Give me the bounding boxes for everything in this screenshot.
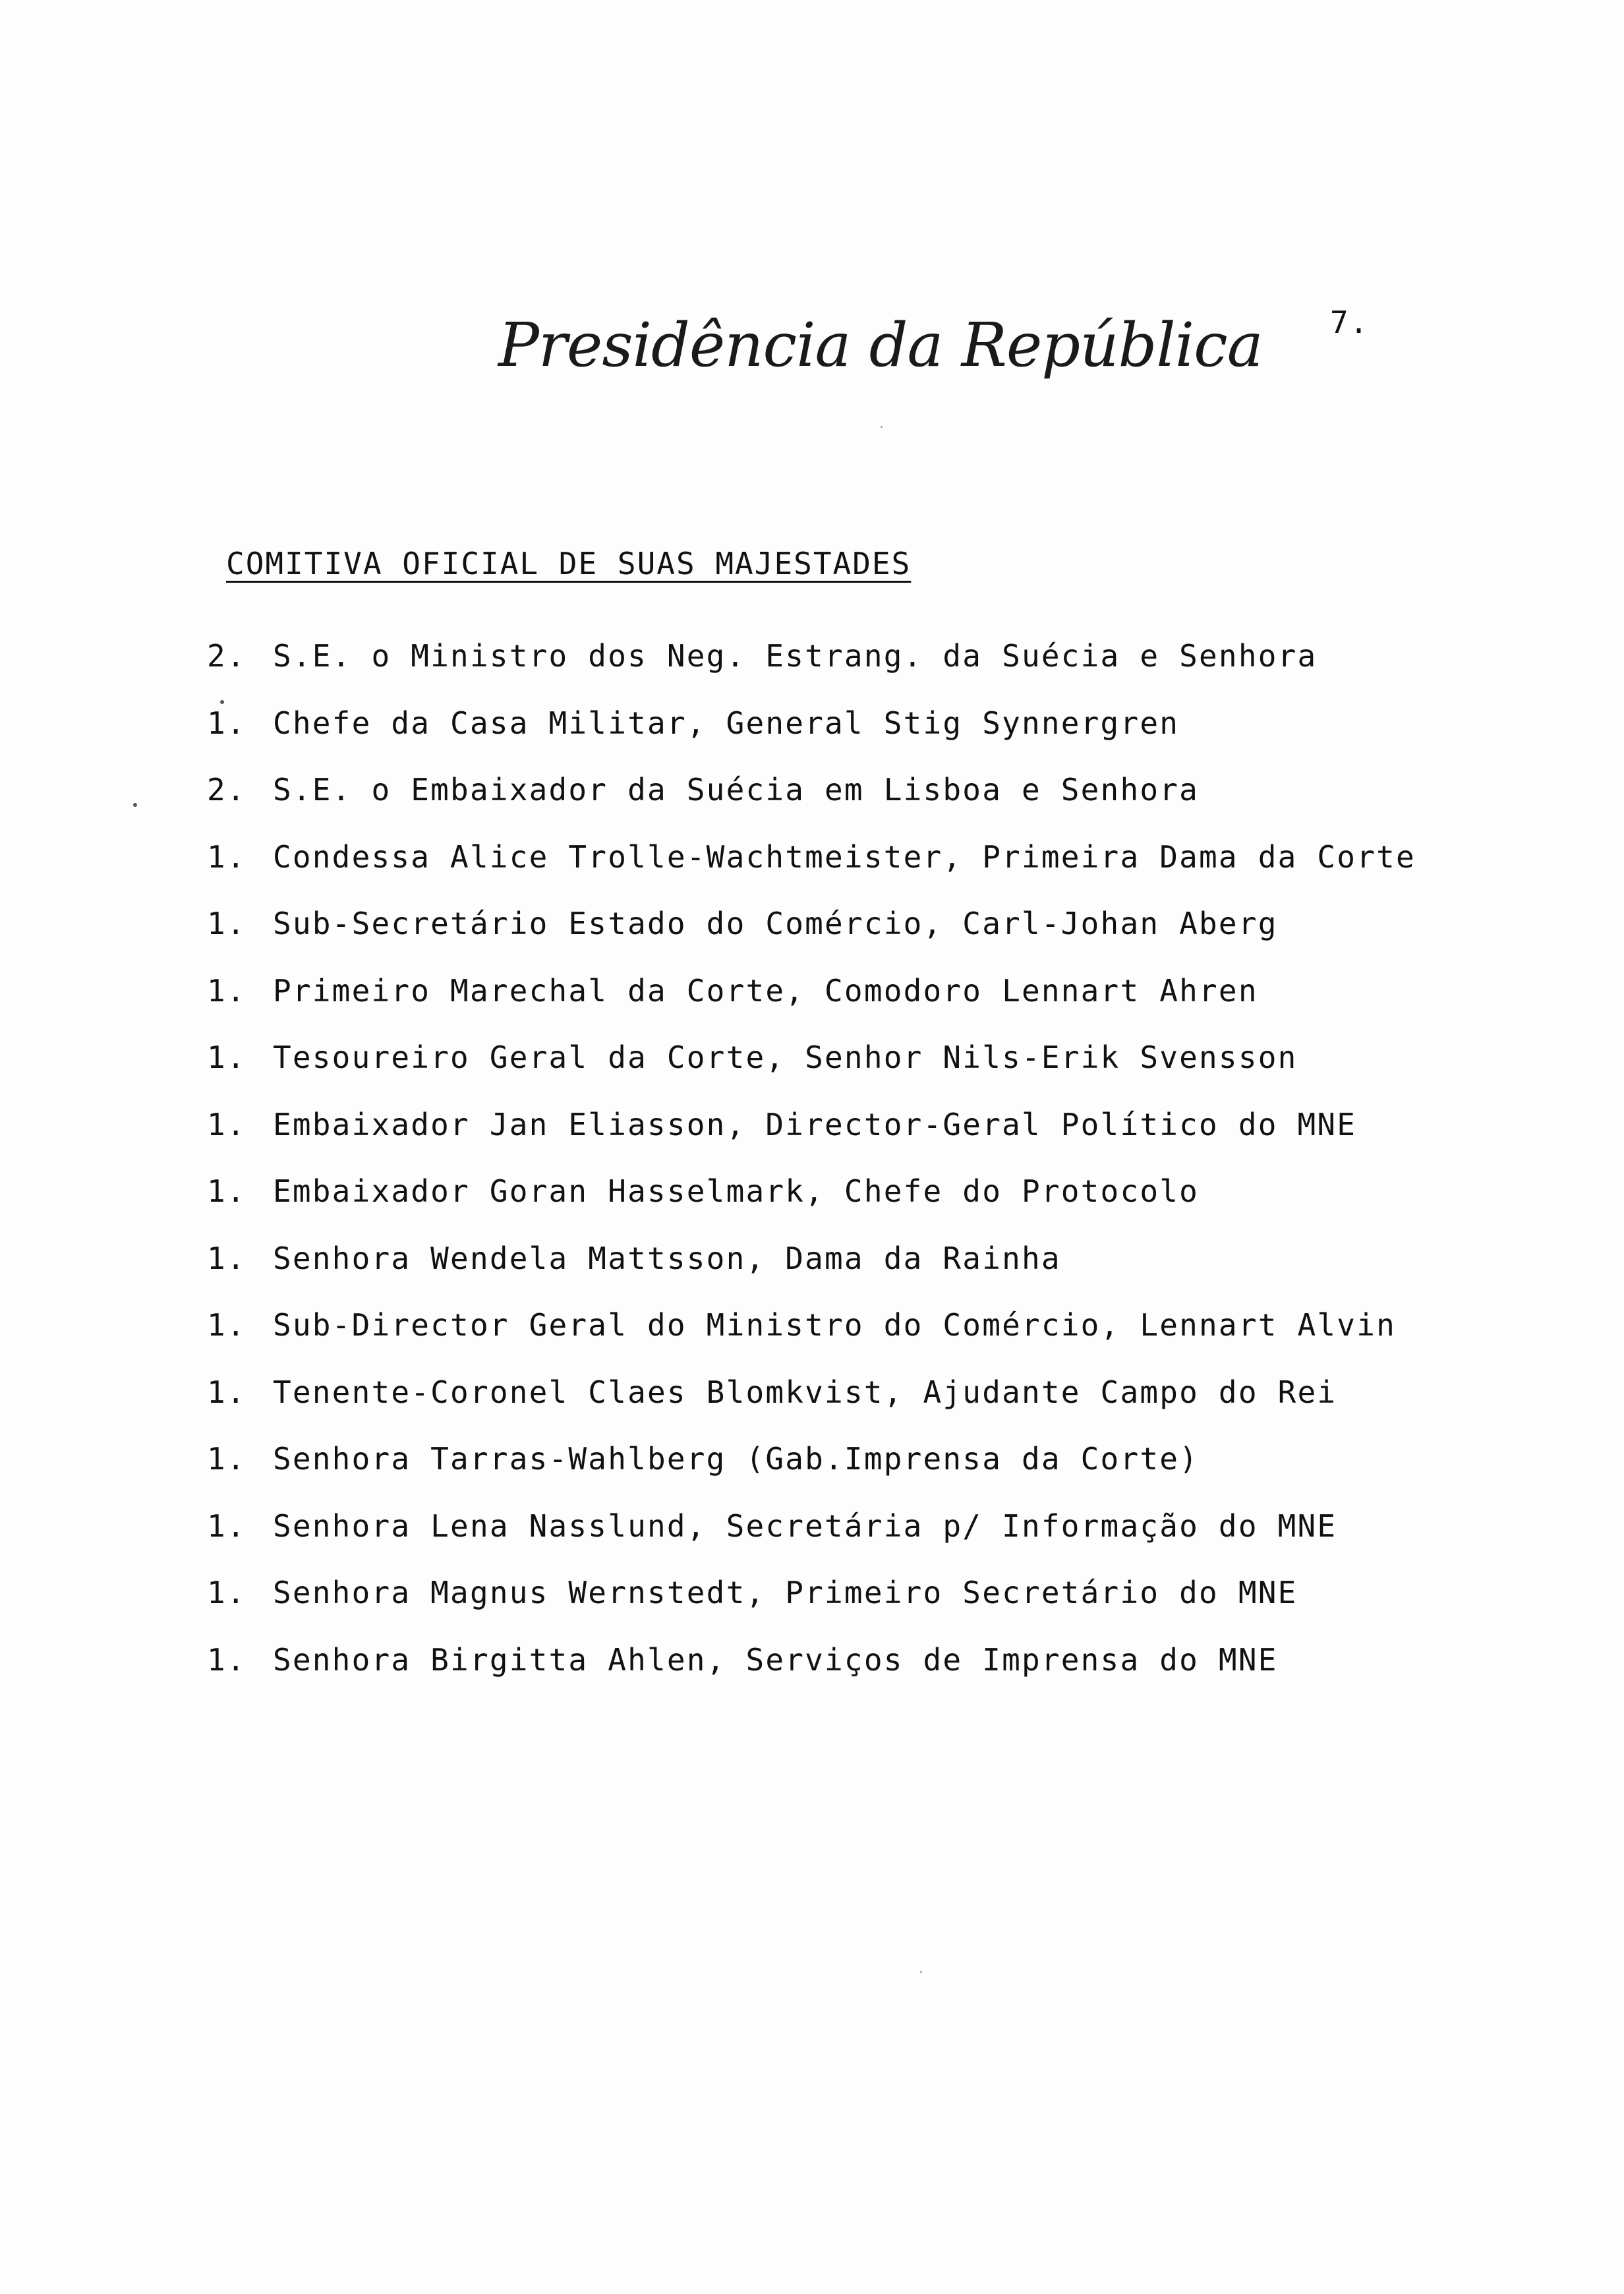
entry-text: S.E. o Embaixador da Suécia em Lisboa e Senhora: [273, 772, 1200, 808]
list-item: [207, 906, 1416, 973]
list-item: [207, 973, 1416, 1040]
entry-text: Embaixador Jan Eliasson, Director-Geral Político do MNE: [273, 1106, 1357, 1142]
entry-count: 1.: [207, 1173, 246, 1209]
entry-text: Primeiro Marechal da Corte, Comodoro Lennart Ahren: [273, 972, 1258, 1009]
entry-count: 1.: [207, 1374, 246, 1410]
entry-text: Condessa Alice Trolle-Wachtmeister, Primeira Dama da Corte: [273, 838, 1416, 875]
list-item: [207, 705, 1416, 773]
entry-count: 1.: [207, 838, 246, 875]
entry-text: Senhora Magnus Wernstedt, Primeiro Secretário do MNE: [273, 1575, 1298, 1610]
list-item: [207, 1241, 1416, 1308]
entry-text: Senhora Wendela Mattsson, Dama da Rainha: [273, 1240, 1061, 1276]
entry-text: Embaixador Goran Hasselmark, Chefe do Protocolo: [273, 1173, 1200, 1209]
entry-count: 1.: [207, 705, 246, 741]
entry-text: S.E. o Ministro dos Neg. Estrang. da Suécia e Senhora: [273, 638, 1318, 674]
list-item: [207, 1173, 1416, 1241]
scan-speck: [133, 803, 137, 807]
list-item: [207, 1107, 1416, 1174]
entry-text: Tenente-Coronel Claes Blomkvist, Ajudante Campo do Rei: [273, 1374, 1337, 1410]
entry-count: 1.: [207, 1575, 246, 1610]
entry-text: Sub-Secretário Estado do Comércio, Carl-Johan Aberg: [273, 906, 1278, 941]
list-item: [207, 1642, 1416, 1709]
entry-count: 1.: [207, 1641, 246, 1678]
scan-speck: [881, 426, 883, 428]
entry-text: Tesoureiro Geral da Corte, Senhor Nils-Erik Svensson: [273, 1040, 1298, 1075]
entry-count: 1.: [207, 1307, 246, 1343]
list-item: [207, 1374, 1416, 1442]
entry-text: Senhora Lena Nasslund, Secretária p/ Informação do MNE: [273, 1508, 1337, 1544]
scan-speck: [920, 1971, 922, 1973]
list-item: [207, 839, 1416, 906]
list-item: [207, 1508, 1416, 1575]
entry-text: Senhora Birgitta Ahlen, Serviços de Imprensa do MNE: [273, 1641, 1278, 1678]
entry-count: 1.: [207, 1441, 246, 1477]
entry-count: 1.: [207, 1240, 246, 1276]
entry-count: 2.: [207, 772, 246, 808]
entry-text: Senhora Tarras-Wahlberg (Gab.Imprensa da Corte): [273, 1441, 1200, 1477]
list-item: [207, 772, 1416, 839]
page-number: 7.: [1330, 305, 1370, 340]
entry-count: 1.: [207, 906, 246, 941]
letterhead-script: Presidência da República: [498, 310, 1263, 380]
letterhead: [498, 310, 1263, 422]
entry-text: Sub-Director Geral do Ministro do Comércio, Lennart Alvin: [273, 1307, 1396, 1343]
entry-count: 1.: [207, 972, 246, 1009]
document-heading: COMITIVA OFICIAL DE SUAS MAJESTADES: [226, 546, 912, 581]
entry-count: 2.: [207, 638, 246, 674]
entry-count: 1.: [207, 1040, 246, 1075]
list-item: [207, 638, 1416, 705]
delegation-list: [207, 638, 1416, 1709]
scan-speck: [220, 700, 224, 704]
list-item: [207, 1307, 1416, 1374]
entry-count: 1.: [207, 1508, 246, 1544]
entry-text: Chefe da Casa Militar, General Stig Synnergren: [273, 705, 1180, 741]
entry-count: 1.: [207, 1106, 246, 1142]
list-item: [207, 1040, 1416, 1107]
list-item: [207, 1575, 1416, 1642]
list-item: [207, 1441, 1416, 1508]
